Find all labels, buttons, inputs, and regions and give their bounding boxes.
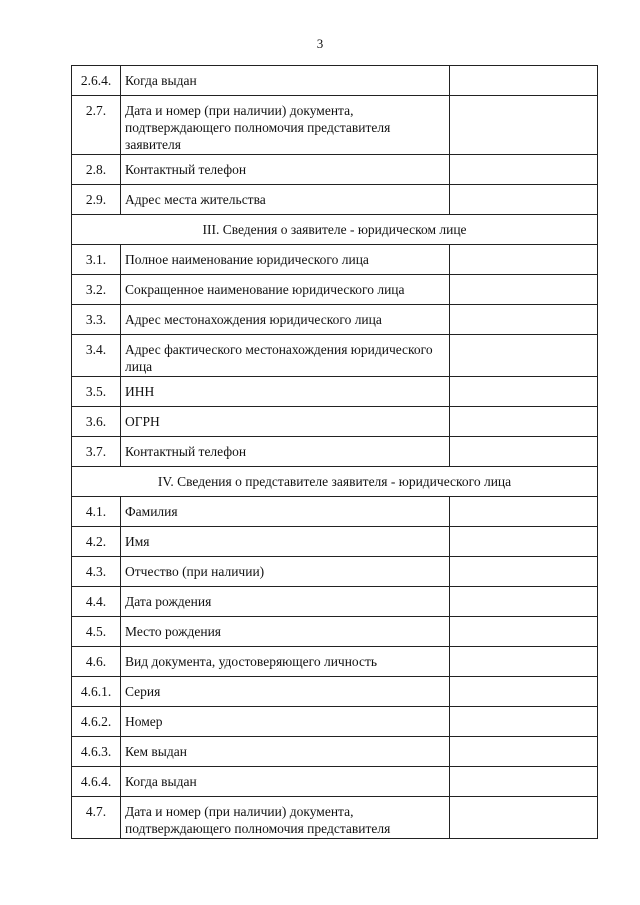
row-number: 2.6.4. [72,66,121,96]
row-value-cell[interactable] [450,66,598,96]
row-number: 3.7. [72,437,121,467]
row-label: ИНН [121,377,450,407]
table-row [72,497,598,527]
row-value-cell[interactable] [450,305,598,335]
section-heading: III. Сведения о заявителе - юридическом лице [72,215,598,245]
row-value-cell[interactable] [450,155,598,185]
row-label: Вид документа, удостоверяющего личность [121,647,450,677]
table-row [72,737,598,767]
row-value-cell[interactable] [450,617,598,647]
row-value-cell[interactable] [450,767,598,797]
table-row [72,66,598,96]
row-label: Контактный телефон [121,155,450,185]
row-value-cell[interactable] [450,407,598,437]
table-row [72,587,598,617]
row-value-cell[interactable] [450,497,598,527]
section-row [72,215,598,245]
row-label: Имя [121,527,450,557]
row-value-cell[interactable] [450,437,598,467]
table-row [72,707,598,737]
row-label: Сокращенное наименование юридического лица [121,275,450,305]
row-number: 4.1. [72,497,121,527]
row-number: 3.2. [72,275,121,305]
table-row [72,245,598,275]
row-label: Полное наименование юридического лица [121,245,450,275]
row-label: Когда выдан [121,66,450,96]
row-label: Дата рождения [121,587,450,617]
row-value-cell[interactable] [450,245,598,275]
row-value-cell[interactable] [450,707,598,737]
row-label: Место рождения [121,617,450,647]
row-value-cell[interactable] [450,185,598,215]
table-row [72,305,598,335]
row-label: Адрес места жительства [121,185,450,215]
row-label: Кем выдан [121,737,450,767]
table-row [72,527,598,557]
table-row [72,335,598,377]
table-row [72,185,598,215]
table-row [72,647,598,677]
row-label: ОГРН [121,407,450,437]
table-row [72,677,598,707]
row-number: 4.6.4. [72,767,121,797]
table-row [72,797,598,839]
row-value-cell[interactable] [450,737,598,767]
row-label: Когда выдан [121,767,450,797]
row-number: 4.6. [72,647,121,677]
application-form-table [71,65,598,839]
row-label: Адрес фактического местонахождения юридического лица [121,335,450,377]
table-row [72,767,598,797]
row-label: Фамилия [121,497,450,527]
row-label: Дата и номер (при наличии) документа, подтверждающего полномочия представителя заявителя [121,96,450,155]
row-number: 4.7. [72,797,121,839]
row-value-cell[interactable] [450,557,598,587]
row-value-cell[interactable] [450,335,598,377]
row-value-cell[interactable] [450,797,598,839]
table-row [72,275,598,305]
row-number: 2.8. [72,155,121,185]
row-number: 4.6.2. [72,707,121,737]
table-row [72,155,598,185]
row-label: Контактный телефон [121,437,450,467]
section-row [72,467,598,497]
row-value-cell[interactable] [450,677,598,707]
row-number: 2.9. [72,185,121,215]
row-number: 3.3. [72,305,121,335]
row-value-cell[interactable] [450,275,598,305]
row-value-cell[interactable] [450,377,598,407]
row-number: 4.6.3. [72,737,121,767]
row-number: 4.6.1. [72,677,121,707]
row-number: 3.6. [72,407,121,437]
row-number: 3.4. [72,335,121,377]
row-number: 4.2. [72,527,121,557]
row-label: Дата и номер (при наличии) документа, подтверждающего полномочия представителя [121,797,450,839]
row-number: 2.7. [72,96,121,155]
row-value-cell[interactable] [450,587,598,617]
table-row [72,617,598,647]
table-row [72,377,598,407]
table-row [72,557,598,587]
row-label: Адрес местонахождения юридического лица [121,305,450,335]
row-label: Отчество (при наличии) [121,557,450,587]
row-value-cell[interactable] [450,647,598,677]
row-value-cell[interactable] [450,96,598,155]
table-row [72,96,598,155]
table-row [72,407,598,437]
row-value-cell[interactable] [450,527,598,557]
row-number: 4.4. [72,587,121,617]
row-number: 3.5. [72,377,121,407]
section-heading: IV. Сведения о представителе заявителя - юридического лица [72,467,598,497]
row-number: 4.5. [72,617,121,647]
page-number: 3 [316,36,324,51]
table-row [72,437,598,467]
row-number: 3.1. [72,245,121,275]
row-label: Серия [121,677,450,707]
row-label: Номер [121,707,450,737]
row-number: 4.3. [72,557,121,587]
